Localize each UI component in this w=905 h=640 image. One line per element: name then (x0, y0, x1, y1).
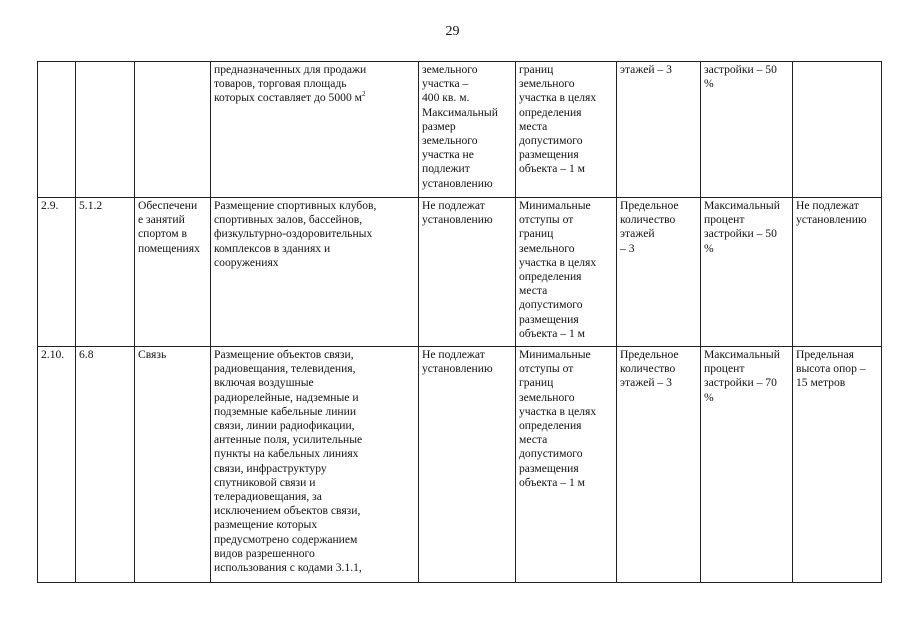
cell-line: спортивных залов, бассейнов, (214, 213, 363, 227)
cell-line: земельного (519, 77, 575, 91)
table-body (38, 62, 882, 583)
cell-line: радиовещания, телевидения, (214, 362, 356, 376)
cell-description (211, 62, 419, 198)
cell-name (135, 347, 211, 583)
cell-line: границ (519, 63, 554, 76)
table-row (38, 347, 882, 583)
cell-line: Предельное (620, 348, 679, 361)
cell-plot-size (419, 198, 516, 347)
cell-plot-size (419, 62, 516, 198)
table-row (38, 198, 882, 347)
cell-line: Предельное (620, 199, 679, 212)
cell-line: помещениях (138, 241, 200, 255)
cell-line: места (519, 433, 548, 447)
cell-line: установлению (422, 176, 493, 190)
cell-code: 6.8 (76, 347, 135, 583)
zoning-table (37, 61, 882, 583)
cell-num: 2.9. (38, 198, 76, 347)
cell-line: Не подлежат (796, 199, 859, 212)
cell-name (135, 62, 211, 198)
cell-line: этажей – 3 (620, 376, 672, 390)
cell-setbacks (516, 347, 617, 583)
cell-line: исключением объектов связи, (214, 504, 361, 518)
cell-line: объекта – 1 м (519, 326, 586, 340)
cell-coverage (701, 347, 793, 583)
cell-line: земельного (422, 63, 478, 76)
cell-coverage (701, 198, 793, 347)
cell-line: отступы от (519, 362, 574, 376)
cell-line: Максимальный (704, 348, 780, 361)
cell-line: % (704, 241, 714, 255)
cell-line: Предельная (796, 348, 854, 361)
cell-description (211, 198, 419, 347)
cell-line: процент (704, 362, 745, 376)
cell-line: Связь (138, 348, 167, 361)
cell-line: использования с кодами 3.1.1, (214, 561, 362, 575)
cell-num: 2.10. (38, 347, 76, 583)
cell-line: антенные поля, усилительные (214, 433, 363, 447)
cell-setbacks (516, 62, 617, 198)
cell-height (793, 62, 882, 198)
cell-line: Максимальный (704, 199, 780, 212)
cell-line: Не подлежат (422, 199, 485, 212)
cell-line: Размещение объектов связи, (214, 348, 354, 361)
cell-line: размещение которых (214, 518, 318, 532)
cell-line: Минимальные (519, 199, 591, 212)
cell-description (211, 347, 419, 583)
cell-floors (617, 198, 701, 347)
cell-line: размер (422, 119, 456, 133)
cell-line: % (704, 77, 714, 91)
cell-line: предназначенных для продажи (214, 63, 367, 76)
cell-height (793, 347, 882, 583)
cell-line: допустимого (519, 134, 583, 148)
cell-setbacks (516, 198, 617, 347)
cell-line: подземные кабельные линии (214, 404, 357, 418)
cell-line: застройки – 50 (704, 63, 777, 76)
cell-plot-size (419, 347, 516, 583)
cell-line: этажей (620, 227, 655, 241)
cell-line: е занятий (138, 213, 185, 227)
cell-line: количество (620, 362, 676, 376)
cell-line: Не подлежат (422, 348, 485, 361)
cell-line: объекта – 1 м (519, 475, 586, 489)
cell-height (793, 198, 882, 347)
cell-coverage (701, 62, 793, 198)
cell-line: которых составляет до 5000 $м^2$ (214, 90, 366, 105)
cell-line: связи, линии радиофикации, (214, 419, 355, 433)
cell-line: определения (519, 270, 582, 284)
cell-line: % (704, 390, 714, 404)
cell-line: размещения (519, 461, 579, 475)
cell-line: предусмотрено содержанием (214, 532, 358, 546)
cell-line: земельного (422, 134, 478, 148)
cell-line: телерадиовещания, за (214, 490, 322, 504)
cell-line: пункты на кабельных линиях (214, 447, 359, 461)
cell-line: места (519, 119, 548, 133)
cell-line: установлению (422, 213, 493, 227)
cell-line: радиорелейные, надземные и (214, 390, 359, 404)
cell-line: участка в целях (519, 404, 597, 418)
table-row (38, 62, 882, 198)
cell-line: земельного (519, 390, 575, 404)
cell-line: высота опор – (796, 362, 866, 376)
cell-code (76, 62, 135, 198)
cell-line: Максимальный (422, 105, 498, 119)
cell-line: установлению (422, 362, 493, 376)
cell-code: 5.1.2 (76, 198, 135, 347)
cell-line: допустимого (519, 447, 583, 461)
cell-floors (617, 347, 701, 583)
cell-line: – 3 (620, 241, 635, 255)
cell-line: количество (620, 213, 676, 227)
cell-line: определения (519, 105, 582, 119)
cell-line: 15 метров (796, 376, 846, 390)
cell-line: 400 кв. м. (422, 91, 470, 105)
cell-line: допустимого (519, 298, 583, 312)
cell-line: Обеспечени (138, 199, 198, 212)
cell-line: отступы от (519, 213, 574, 227)
cell-line: процент (704, 213, 745, 227)
cell-line: застройки – 70 (704, 376, 777, 390)
cell-line: границ (519, 227, 554, 241)
cell-line: определения (519, 419, 582, 433)
cell-line: спутниковой связи и (214, 475, 316, 489)
cell-line: комплексов в зданиях и (214, 241, 331, 255)
page-number: 29 (445, 24, 460, 39)
cell-line: Размещение спортивных клубов, (214, 199, 377, 212)
cell-line: связи, инфраструктуру (214, 461, 327, 475)
cell-line: объекта – 1 м (519, 162, 586, 176)
cell-line: включая воздушные (214, 376, 314, 390)
superscript: 2 (361, 90, 366, 99)
cell-line: видов разрешенного (214, 546, 315, 560)
cell-line: сооружениях (214, 255, 279, 269)
cell-line: товаров, торговая площадь (214, 77, 347, 91)
cell-line: земельного (519, 241, 575, 255)
cell-line: этажей – 3 (620, 63, 672, 76)
cell-line: размещения (519, 148, 579, 162)
cell-line: участка в целях (519, 255, 597, 269)
cell-line: участка – (422, 77, 469, 91)
cell-line: участка в целях (519, 91, 597, 105)
cell-line: границ (519, 376, 554, 390)
cell-line: спортом в (138, 227, 187, 241)
cell-line: подлежит (422, 162, 470, 176)
cell-name (135, 198, 211, 347)
cell-line: Минимальные (519, 348, 591, 361)
cell-line: размещения (519, 312, 579, 326)
cell-line: установлению (796, 213, 867, 227)
cell-line: места (519, 284, 548, 298)
cell-line: физкультурно-оздоровительных (214, 227, 373, 241)
cell-floors (617, 62, 701, 198)
cell-line: участка не (422, 148, 474, 162)
cell-line: застройки – 50 (704, 227, 777, 241)
cell-num (38, 62, 76, 198)
